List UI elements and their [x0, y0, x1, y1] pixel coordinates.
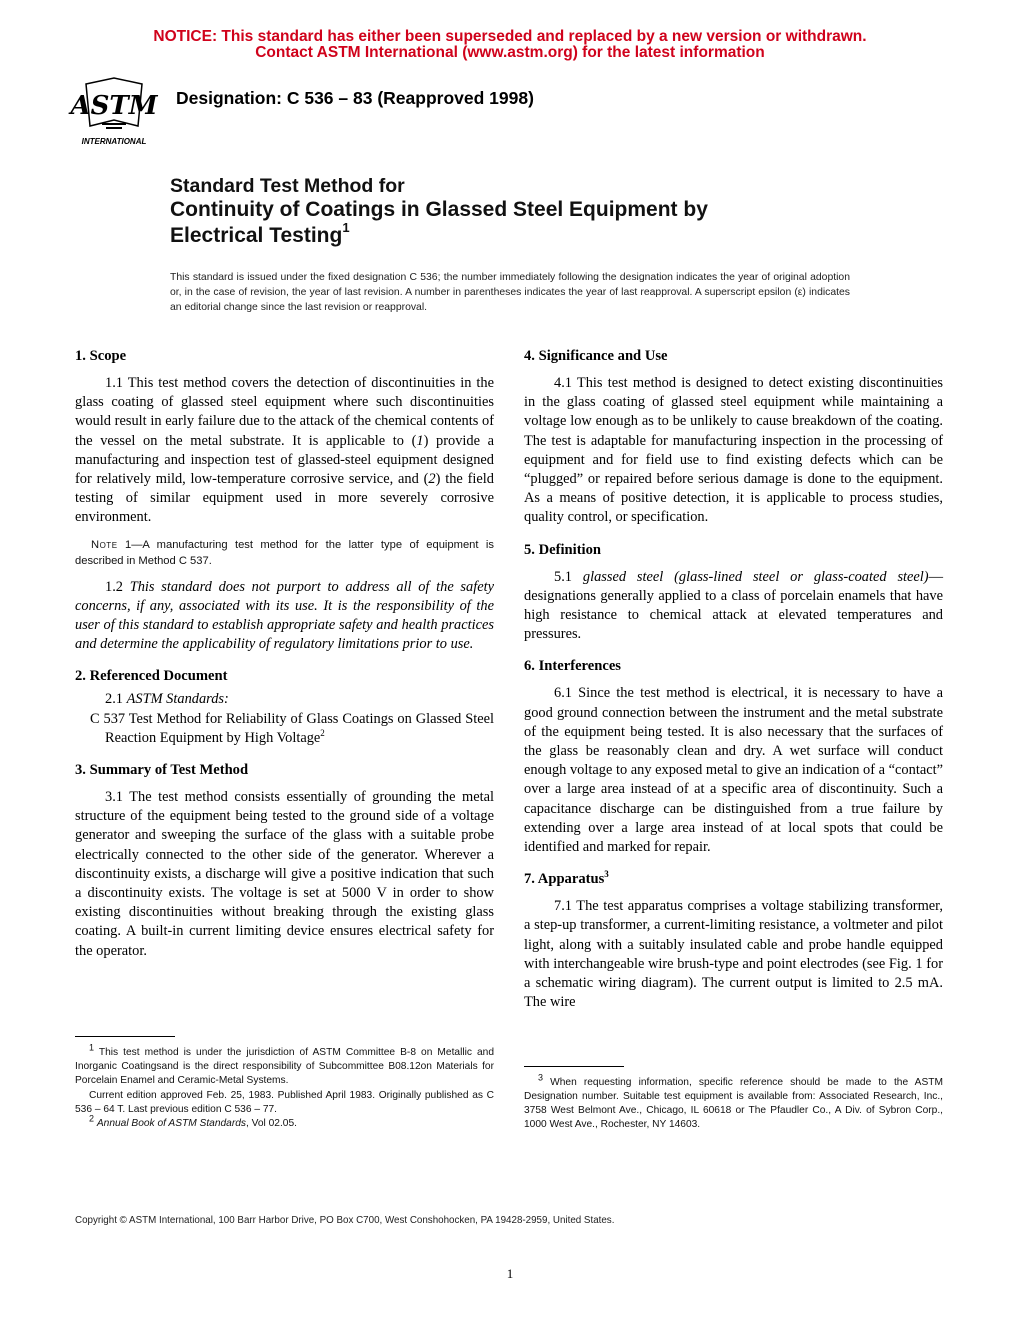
section-6-1: 6.1 Since the test method is electrical, it is necessary to have a good ground connection between the instrument and the metal substrate of the equipment being tested. It is also necessary that the surfaces of the glass be reasonably clean and dry. A wet surface will conduct enough voltage to any exposed metal to give an indication of a “contact” over a large area instead of at a specific area of discontinuity. Such a capacitance discharge can be distinguished from a true failure by extending over a large area instead of at local spots that could be identified and marked for repair. [524, 685, 943, 856]
footnote-2: $^2$ Annual Book of ASTM Standards, Vol 02.05. [89, 1113, 297, 1129]
title-line-3: Electrical Testing$^1$ [170, 220, 350, 247]
section-3-heading: 3. Summary of Test Method [75, 762, 249, 779]
section-1-heading: 1. Scope [75, 348, 127, 364]
section-2-1: 2.1 ASTM Standards: [105, 691, 229, 708]
astm-logo [66, 76, 162, 150]
footnote-1-edition: Current edition approved Feb. 25, 1983. Published April 1983. Originally published as C 536 – 64 T. Last previous edition C 536 – 77. [75, 1090, 494, 1115]
logo-subtext: INTERNATIONAL [81, 137, 147, 146]
left-column [75, 347, 494, 961]
section-4-heading: 4. Significance and Use [524, 348, 668, 364]
section-1-1: 1.1 This test method covers the detection of discontinuities in the glass coating of glassed steel equipment where such discontinuities would result in early failure due to the attack of the chemical contents of the vessel on the metal substrate. It is applicable to (1) provide a manufacturing and inspection test of glassed-steel equipment designed for relatively mild, low-temperature corrosive service, and (2) the field testing of similar equipment used in more severely corrosive environment. [75, 375, 495, 526]
page-number: 1 [506, 1266, 514, 1281]
notice-line-1: NOTICE: This standard has either been superseded and replaced by a new version or withdrawn. [153, 28, 867, 45]
title-line-2: Continuity of Coatings in Glassed Steel Equipment by [170, 198, 708, 221]
designation: Designation: C 536 – 83 (Reapproved 1998) [176, 88, 534, 108]
logo-text: ASTM [70, 91, 158, 121]
notice-line-2: Contact ASTM International (www.astm.org) for the latest information [255, 44, 765, 61]
footnote-1: $^1$ This test method is under the jurisdiction of ASTM Committee B-8 on Metallic and Inorganic Coatingsand is the direct responsibility of Subcommittee B08.12on Materials for Porcelain Enamel and Ceramic-Metal Systems. [75, 1042, 494, 1086]
note-1: Note 1—A manufacturing test method for the latter type of equipment is described in Method C 537. [75, 538, 495, 567]
footnotes-left [75, 1042, 494, 1131]
section-7-heading: 7. Apparatus$^3$ [524, 869, 609, 888]
title-footnote-mark: 1 [342, 220, 350, 235]
copyright: Copyright © ASTM International, 100 Barr Harbor Drive, PO Box C700, West Conshohocken, PA 19428-2959, United States. [75, 1215, 615, 1226]
section-2-heading: 2. Referenced Document [75, 668, 228, 685]
footnotes-right [524, 1072, 943, 1132]
right-column [524, 347, 943, 1012]
footnote-3: $^3$ When requesting information, specific reference should be made to the ASTM Designation number. Suitable test equipment is available from: Associated Research, Inc., 3758 West Belmont Ave., Chicago, IL 60618 or The Pfaudler Co., A Div. of Sybron Corp., 1000 West Ave., Rochester, NY 14603. [524, 1072, 943, 1130]
reference-c537: C 537 Test Method for Reliability of Glass Coatings on Glassed Steel Reaction Equipment by High Voltage$^2$ [90, 710, 494, 746]
section-4-1: 4.1 This test method is designed to detect existing discontinuities in the glass coating of glassed steel equipment while maintaining a voltage low enough as to be unlikely to cause breakdown of the coating. The test is adaptable for manufacturing inspection in the processing of equipment and for field use to find existing defects which can be “plugged” or repaired before serious damage is done to the equipment. As a means of positive detection, it is applicable to process studies, quality control, or specification. [524, 375, 943, 526]
footnote-rule-right [524, 1066, 624, 1067]
section-5-1: 5.1 glassed steel (glass-lined steel or glass-coated steel)—designations generally applied to a class of porcelain enamels that have high resistance to chemical attack at elevated temperatures and pressures. [524, 568, 943, 643]
section-7-1: 7.1 The test apparatus comprises a voltage stabilizing transformer, a step-up transformer, a current-limiting resistance, a voltmeter and pilot light, along with a suitably insulated cable and probe handle equipped with interchangeable wire brush-type and point electrodes (see Fig. 1 for a schematic wiring diagram). The current output is limited to 2.5 mA. The wire [524, 898, 943, 1011]
section-6-heading: 6. Interferences [524, 658, 621, 675]
section-3-1: 3.1 The test method consists essentially of grounding the metal structure of the equipment being tested to the ground side of a voltage generator and sweeping the surface of the glass with a suitable probe electrically connected to the other side of the generator. Wherever a discontinuity exists, a discharge will give a positive indication that such a discontinuity exists. The voltage is set at 5000 V in order to show existing discontinuities without breaking through the existing glass coating. A built-in current limiting device ensures electrical safety for the operator. [75, 789, 494, 959]
title-line-1: Standard Test Method for [170, 175, 405, 197]
preface-text: This standard is issued under the fixed designation C 536; the number immediately following the designation indicates the year of original adoption or, in the case of revision, the year of last revision. A number in parentheses indicates the year of last reapproval. A superscript epsilon (ε) indicates an editorial change since the last revision or reapproval. [170, 272, 850, 313]
section-1-2: 1.2 This standard does not purport to address all of the safety concerns, if any, associated with its use. It is the responsibility of the user of this standard to establish appropriate safety and health practices and determine the applicability of regulatory limitations prior to use. [75, 578, 494, 653]
section-5-heading: 5. Definition [524, 541, 602, 558]
footnote-rule-left [75, 1036, 175, 1037]
